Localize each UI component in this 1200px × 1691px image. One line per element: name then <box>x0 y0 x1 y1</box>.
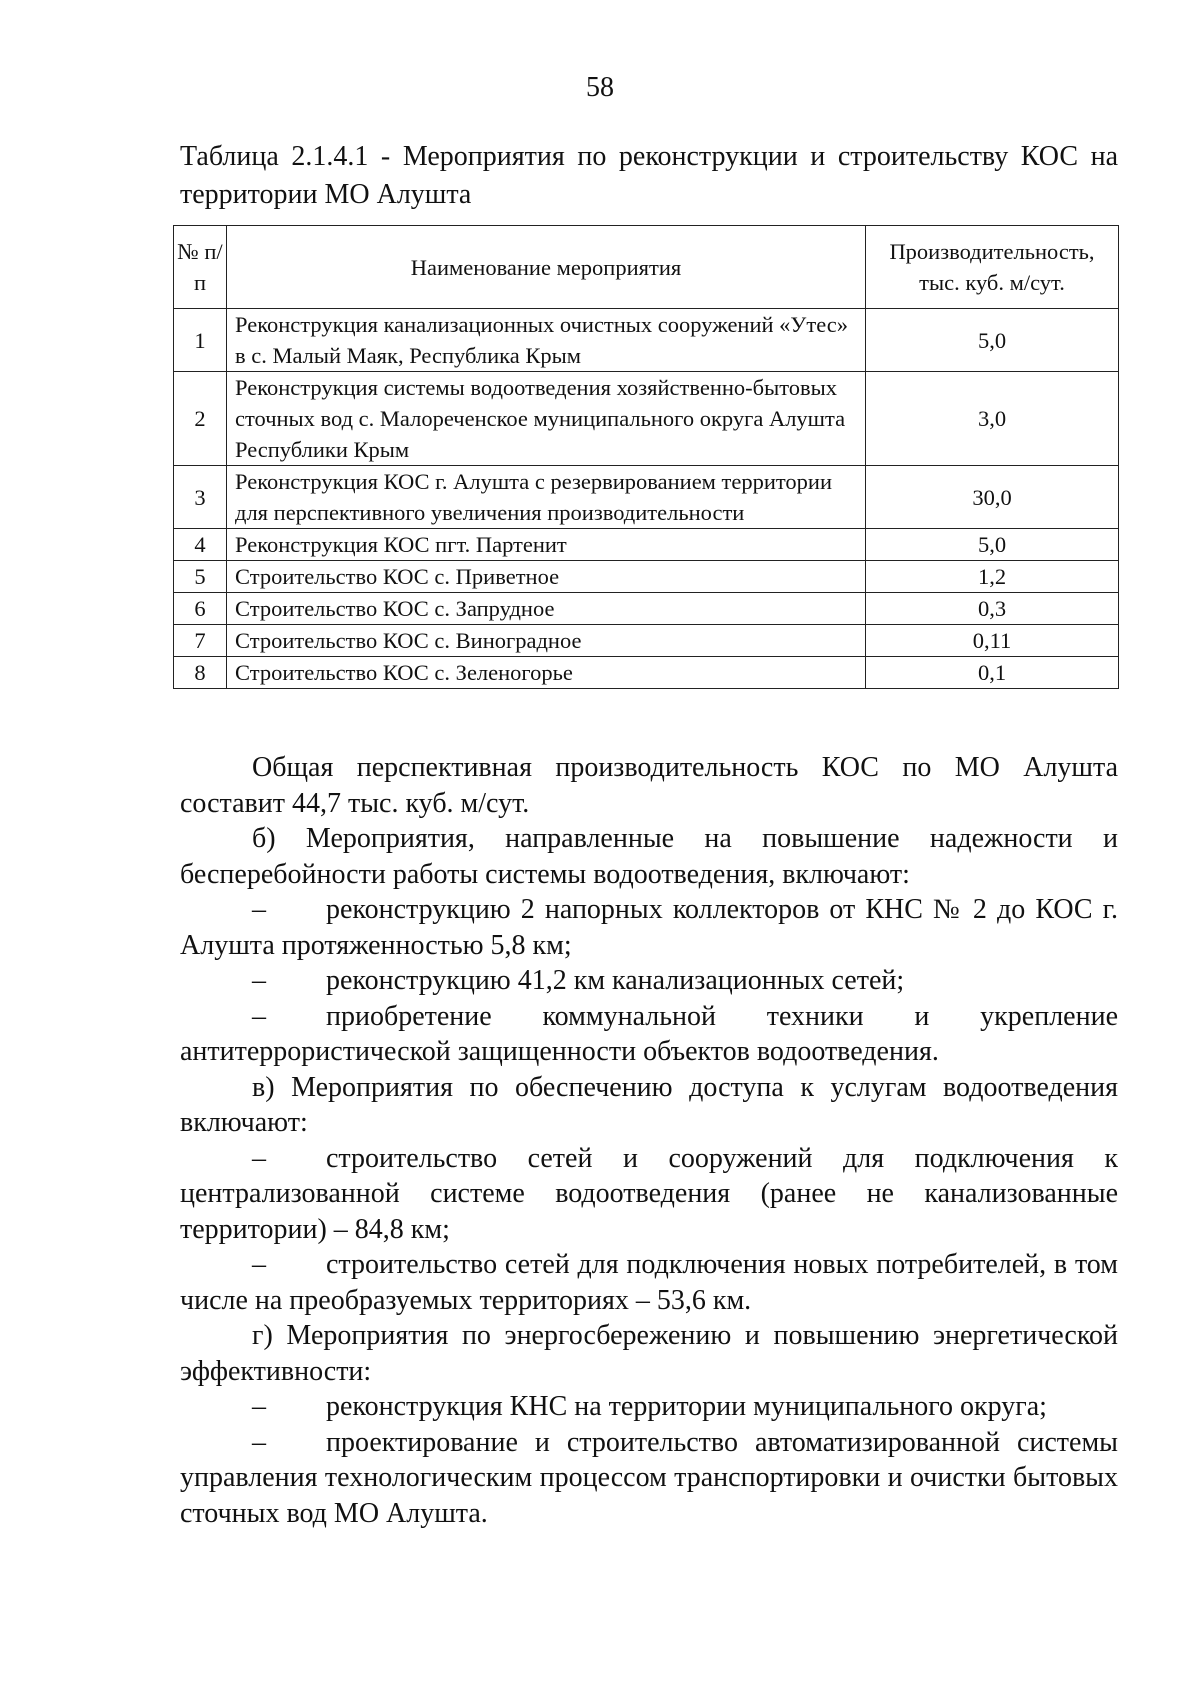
list-item-text: реконструкция КНС на территории муниципального округа; <box>326 1391 1047 1422</box>
row-name: Реконструкция КОС г. Алушта с резервированием территории для перспективного увеличения производительности <box>227 466 866 529</box>
paragraph-v-intro: в) Мероприятия по обеспечению доступа к услугам водоотведения включают: <box>180 1071 1118 1138</box>
list-item-text: строительство сетей и сооружений для подключения к централизованной системе водоотведения (ранее не канализованные территории) – 84,8 км; <box>180 1142 1118 1245</box>
row-name: Строительство КОС с. Приветное <box>227 561 866 593</box>
row-num: 4 <box>174 529 227 561</box>
dash-bullet: – <box>252 1391 266 1422</box>
row-num: 7 <box>174 625 227 657</box>
table-row <box>174 593 1119 625</box>
list-item <box>180 1247 1118 1318</box>
row-capacity: 5,0 <box>866 529 1119 561</box>
list-item <box>180 963 1118 999</box>
table-row <box>174 372 1119 466</box>
row-capacity: 5,0 <box>866 309 1119 372</box>
table-row <box>174 657 1119 689</box>
table-row <box>174 309 1119 372</box>
dash-bullet: – <box>252 1000 266 1032</box>
list-item-text: проектирование и строительство автоматизированной системы управления технологическим процессом транспортировки и очистки бытовых сточных вод МО Алушта. <box>180 1426 1118 1529</box>
row-capacity: 0,1 <box>866 657 1119 689</box>
row-capacity: 1,2 <box>866 561 1119 593</box>
list-item <box>180 1141 1118 1248</box>
dash-bullet: – <box>252 1142 266 1174</box>
row-name: Строительство КОС с. Зеленогорье <box>227 657 866 689</box>
table-row <box>174 529 1119 561</box>
list-item <box>180 999 1118 1070</box>
list-item-text: реконструкцию 41,2 км канализационных сетей; <box>326 965 905 996</box>
measures-table <box>173 225 1119 689</box>
dash-bullet: – <box>252 965 266 996</box>
row-num: 3 <box>174 466 227 529</box>
dash-bullet: – <box>252 1426 266 1458</box>
table-row <box>174 561 1119 593</box>
row-capacity: 0,11 <box>866 625 1119 657</box>
table-caption: Таблица 2.1.4.1 - Мероприятия по реконструкции и строительству КОС на территории МО Алушта <box>180 141 1118 210</box>
row-num: 6 <box>174 593 227 625</box>
row-name: Реконструкция системы водоотведения хозяйственно-бытовых сточных вод с. Малореченское муниципального округа Алушта Республики Крым <box>227 372 866 466</box>
list-item-text: приобретение коммунальной техники и укрепление антитеррористической защищенности объектов водоотведения. <box>180 1000 1118 1067</box>
page-number: 58 <box>586 72 614 103</box>
table-row <box>174 466 1119 529</box>
list-item <box>180 1425 1118 1532</box>
row-num: 5 <box>174 561 227 593</box>
table-header-row <box>174 226 1119 309</box>
header-name: Наименование мероприятия <box>227 226 866 309</box>
paragraph-b-intro: б) Мероприятия, направленные на повышение надежности и бесперебойности работы системы водоотведения, включают: <box>180 823 1118 890</box>
row-capacity: 30,0 <box>866 466 1119 529</box>
row-capacity: 3,0 <box>866 372 1119 466</box>
dash-bullet: – <box>252 894 266 925</box>
row-name: Строительство КОС с. Виноградное <box>227 625 866 657</box>
list-item-text: реконструкцию 2 напорных коллекторов от КНС № 2 до КОС г. Алушта протяженностью 5,8 км; <box>180 894 1118 961</box>
row-num: 2 <box>174 372 227 466</box>
row-name: Реконструкция канализационных очистных сооружений «Утес» в с. Малый Маяк, Республика Крым <box>227 309 866 372</box>
paragraph-total: Общая перспективная производительность КОС по МО Алушта составит 44,7 тыс. куб. м/сут. <box>180 752 1118 819</box>
row-num: 8 <box>174 657 227 689</box>
header-capacity: Производительность, тыс. куб. м/сут. <box>866 226 1119 309</box>
row-capacity: 0,3 <box>866 593 1119 625</box>
header-num: № п/п <box>174 226 227 309</box>
row-name: Реконструкция КОС пгт. Партенит <box>227 529 866 561</box>
row-name: Строительство КОС с. Запрудное <box>227 593 866 625</box>
body-text <box>180 750 1118 1531</box>
row-num: 1 <box>174 309 227 372</box>
list-item <box>180 1389 1118 1425</box>
list-item <box>180 892 1118 963</box>
paragraph-g-intro: г) Мероприятия по энергосбережению и повышению энергетической эффективности: <box>180 1320 1118 1387</box>
dash-bullet: – <box>252 1249 266 1280</box>
table-row <box>174 625 1119 657</box>
list-item-text: строительство сетей для подключения новых потребителей, в том числе на преобразуемых территориях – 53,6 км. <box>180 1249 1118 1316</box>
